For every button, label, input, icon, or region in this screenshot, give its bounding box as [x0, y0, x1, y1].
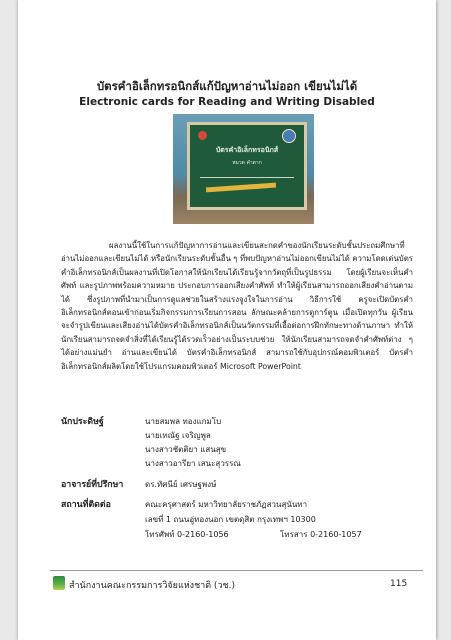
advisor-label: อาจารย์ที่ปรึกษา: [61, 480, 124, 490]
invention-photo: [173, 114, 314, 224]
description-paragraph: ผลงานนี้ใช้ในการแก้ปัญหาการอ่านและเขียนสะกดคำของนักเรียนระดับชั้นประถมศึกษาที่อ่านไม่ออกและเขียนไม่ได้ หรือนักเรียนระดับชั้นอื่น ๆ ที่พบปัญหาอ่านไม่ออกเขียนไม่ได้ ความโดดเด่นบัตรคำอิเล็กทรอนิกส์เป็นผลงานที่เปิดโอกาสให้นักเรียนได้เรียนรู้จากวัตถุที่เป็นรูปธรรม โดยผู้เรียนจะเห็นคำศัพท์ และรูปภาพพร้อมความหมาย ประกอบการออกเสียงคำศัพท์ ทำให้ผู้เรียนสามารถออกเสียงคำอ่านตามได้ ซึ่งรูปภาพที่นำมาเป็นการดูแลช่วยในสร้างแรงจูงใจในการอ่าน วิธีการใช้ ครูจะเปิดบัตรคำอิเล็กทรอนิกส์ตอนเข้าก่อนเริ่มกิจกรรมการเรียนการสอน ลักษณะคล้ายการดูการ์ตูน เมื่อเปิดทุกวัน ผู้เรียนจะจำรูปเขียนและเสียงอ่านได้บัตรคำอิเล็กทรอนิกส์เป็นนวัตกรรมที่เอื้อต่อการฝึกทักษะทางด้านภาษา ทำให้นักเรียนสามารถจดจำสิ่งที่ได้เรียนรู้ได้รวดเร็วอย่างเป็นระบบช่วย ให้นักเรียนสามารถจดจำคำศัพท์ต่าง ๆ ได้อย่างแม่นยำ อ่านและเขียนได้ บัตรคำอิเล็กทรอนิกส์ สามารถใช้กับอุปกรณ์คอมพิวเตอร์ บัตรคำอิเล็กทรอนิกส์ผลิตโดยใช้โปรแกรมคอมพิวเตอร์ Microsoft PowerPoint: [61, 241, 413, 371]
board-title: บัตรคำอิเล็กทรอนิกส์: [215, 146, 279, 154]
contact-address: เลขที่ 1 ถนนอู่ทองนอก เขตดุสิต กรุงเทพฯ 10300: [145, 515, 316, 524]
document-page: [18, 0, 436, 640]
page-number: 115: [390, 579, 408, 589]
pencil-icon: [206, 183, 276, 193]
contact-fax: โทรสาร 0-2160-1057: [280, 530, 362, 539]
inventor-name: นางสาวชัตติยา แสนสุข: [145, 445, 227, 454]
inventor-name: นายเทณัฐ เจริญพูล: [145, 431, 211, 440]
board-divider: [200, 177, 294, 178]
footer-divider: [50, 570, 423, 571]
chalkboard-image: [187, 122, 307, 210]
title-thai: บัตรคำอิเล็กทรอนิกส์แก้ปัญหาอ่านไม่ออก เขียนไม่ได้: [96, 79, 358, 93]
contact-phone: โทรศัพท์ 0-2160-1056: [145, 530, 229, 539]
globe-icon: [282, 129, 296, 143]
ball-icon: [198, 131, 207, 140]
title-english: Electronic cards for Reading and Writing Disabled: [79, 96, 375, 108]
board-subtitle: หมวด คำตาก: [232, 160, 262, 166]
contact-label: สถานที่ติดต่อ: [61, 500, 111, 510]
inventor-name: นายสมพล ทองแกมโบ: [145, 417, 222, 426]
contact-org: คณะครุศาสตร์ มหาวิทยาลัยราชภัฏสวนสุนันทา: [145, 500, 308, 509]
footer-organization: สำนักงานคณะกรรมการวิจัยแห่งชาติ (วช.): [69, 581, 235, 591]
nrct-logo-icon: [53, 576, 65, 590]
inventors-label: นักประดิษฐ์: [61, 417, 104, 427]
inventor-name: นางสาวอารียา เสนะสุวรรณ: [145, 459, 241, 468]
advisor-name: ดร.ทัศนีย์ เศรษฐพงษ์: [145, 480, 217, 489]
